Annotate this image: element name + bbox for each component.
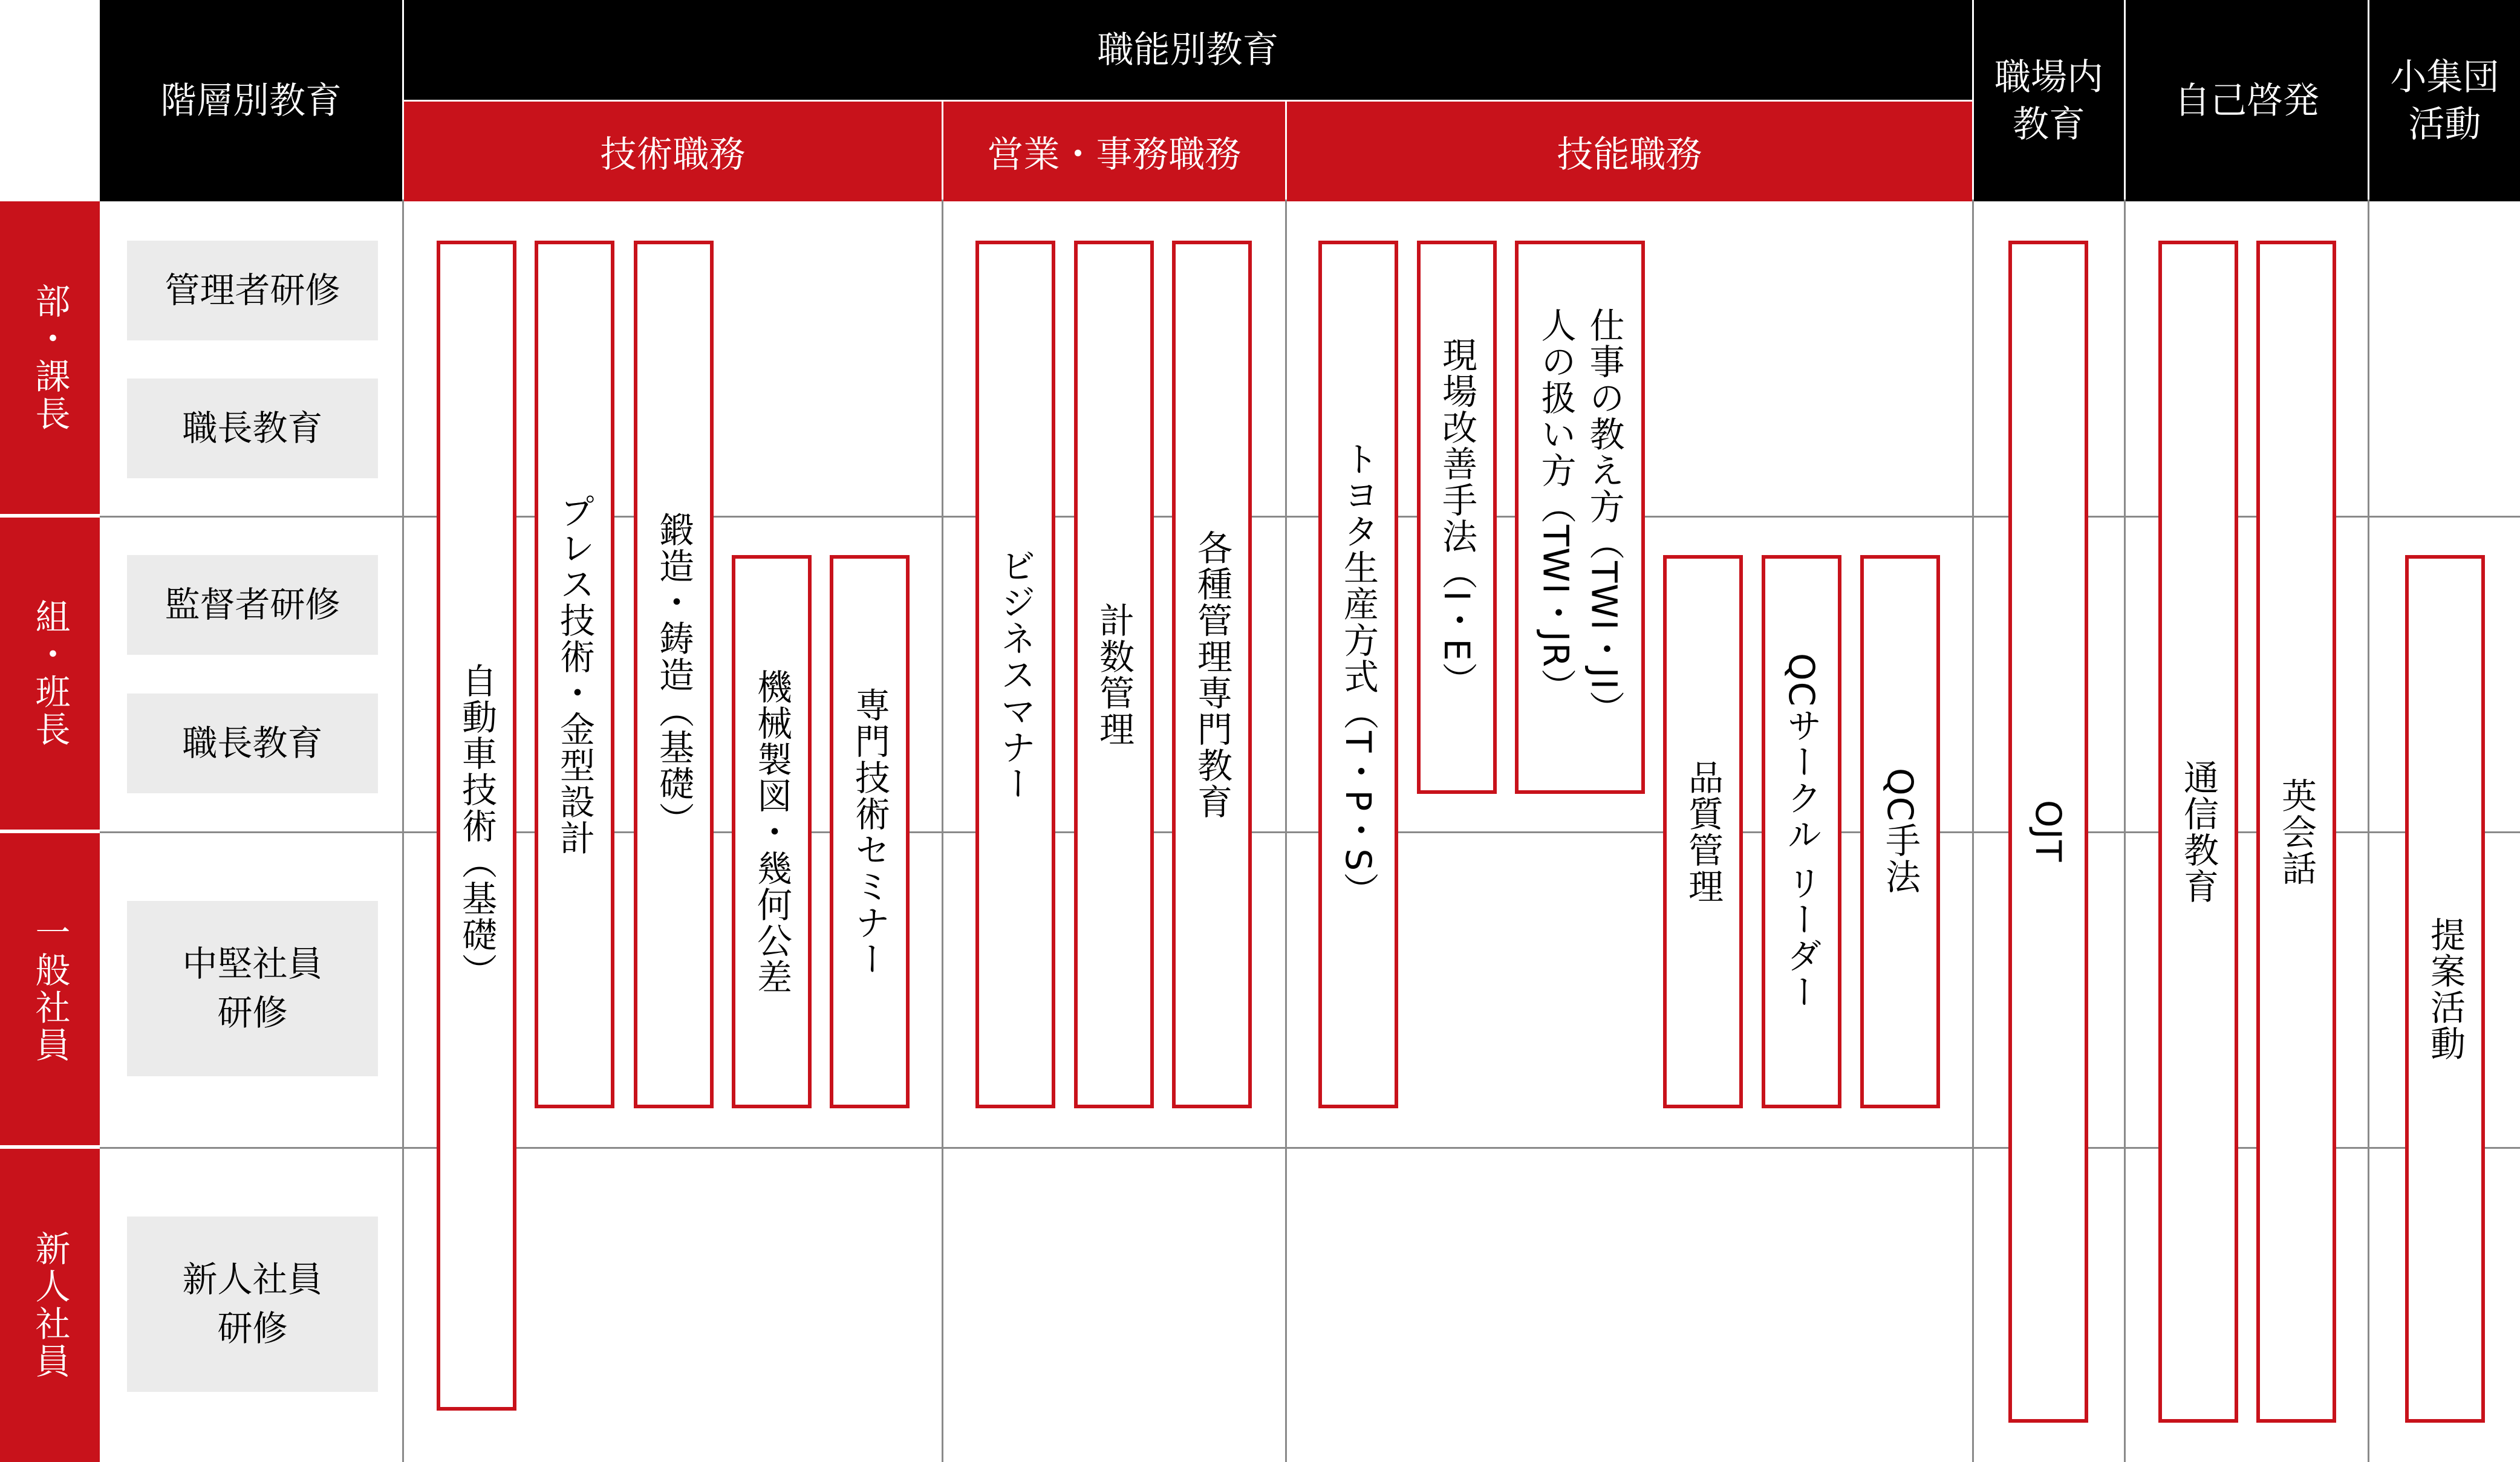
header-small-group: 小集団 活動	[2369, 0, 2520, 201]
course-label: QCサークル リーダー	[1781, 653, 1822, 1010]
subheader-sales: 営業・事務職務	[943, 102, 1285, 201]
grid-line-v4	[1972, 200, 1974, 1462]
course-box	[437, 241, 516, 1411]
course-box	[1074, 241, 1154, 1108]
course-box	[830, 555, 910, 1108]
course-box	[535, 241, 614, 1108]
course-label: 現場改善手法（I・E）	[1436, 336, 1477, 698]
course-label: QC手法	[1880, 768, 1921, 895]
level-new: 新人社員	[0, 1149, 100, 1462]
grid-line-v5	[2124, 200, 2126, 1462]
hierarchy-item: 新人社員 研修	[127, 1217, 378, 1392]
course-box	[2008, 241, 2088, 1423]
header-ojt-column: 職場内 教育	[1974, 0, 2124, 201]
header-self-development: 自己啓発	[2126, 0, 2368, 201]
course-label: 鍛造・鋳造（基礎）	[653, 511, 694, 838]
hierarchy-item: 中堅社員 研修	[127, 901, 378, 1076]
course-label: プレス技術・金型設計	[554, 493, 595, 856]
course-box	[2158, 241, 2238, 1423]
course-label: 英会話	[2276, 777, 2317, 886]
course-box	[2405, 555, 2485, 1423]
course-box	[1762, 555, 1841, 1108]
course-box	[1417, 241, 1497, 794]
course-box	[1860, 555, 1940, 1108]
course-box	[1663, 555, 1743, 1108]
header-functional: 職能別教育	[404, 0, 1972, 100]
course-label: 品質管理	[1682, 759, 1724, 905]
hierarchy-item: 職長教育	[127, 694, 378, 793]
course-box	[732, 555, 812, 1108]
level-manager: 部・課長	[0, 201, 100, 514]
course-label: 提案活動	[2424, 916, 2466, 1062]
hierarchy-item: 職長教育	[127, 378, 378, 478]
subheader-skilled: 技能職務	[1287, 102, 1972, 201]
hierarchy-item: 監督者研修	[127, 555, 378, 655]
course-label: 自動車技術（基礎）	[456, 662, 497, 989]
level-leader: 組・班長	[0, 518, 100, 830]
course-label: 通信教育	[2178, 759, 2219, 905]
subheader-technical: 技術職務	[404, 102, 942, 201]
course-box	[2256, 241, 2336, 1423]
course-box	[1515, 241, 1645, 794]
grid-line-v2	[942, 200, 943, 1462]
hierarchy-item: 管理者研修	[127, 241, 378, 340]
course-label: 計数管理	[1093, 602, 1135, 747]
course-box	[1318, 241, 1398, 1108]
course-label: OJT	[2028, 800, 2069, 863]
course-box	[634, 241, 714, 1108]
course-label: 各種管理専門教育	[1191, 529, 1232, 820]
header-hierarchical: 階層別教育	[100, 0, 402, 201]
course-label: 仕事の教え方（TWI・JI） 人の扱い方（TWI・JR）	[1535, 307, 1625, 727]
grid-line-v1	[402, 200, 404, 1462]
grid-line-v6	[2368, 200, 2369, 1462]
course-label: 機械製図・幾何公差	[751, 668, 792, 995]
course-label: ビジネスマナー	[995, 547, 1036, 802]
level-general: 一般社員	[0, 833, 100, 1145]
course-label: トヨタ生産方式（T・P・S）	[1338, 440, 1379, 909]
course-box	[975, 241, 1055, 1108]
course-label: 専門技術セミナー	[849, 686, 890, 977]
grid-line-v3	[1285, 200, 1287, 1462]
course-box	[1172, 241, 1252, 1108]
